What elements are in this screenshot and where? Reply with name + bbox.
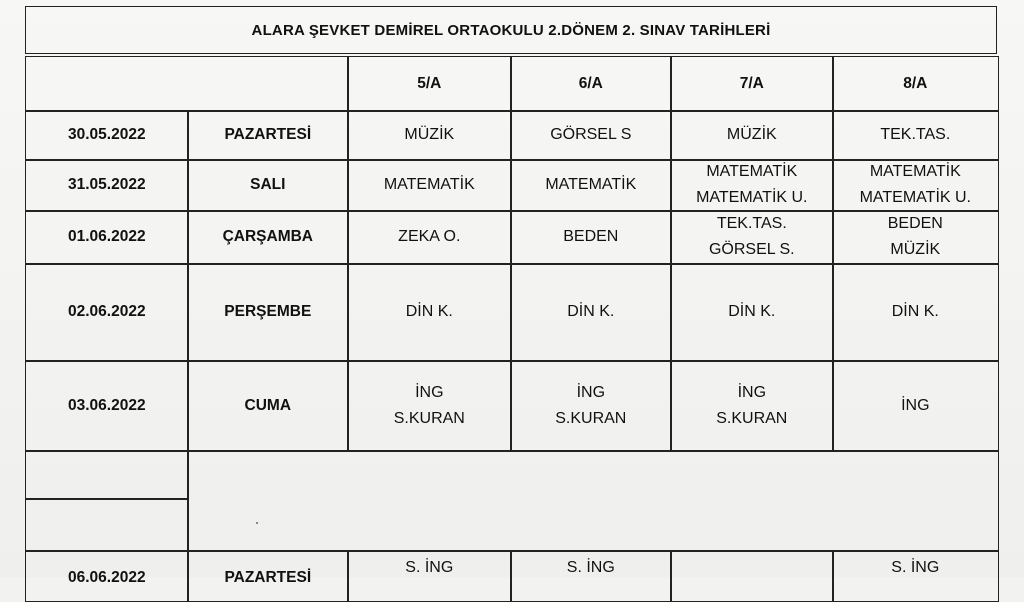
exam-cell-text: MATEMATİK: [706, 163, 798, 181]
exam-cell-text: S.KURAN: [393, 409, 465, 427]
header-class-3: [670, 56, 834, 112]
exam-cell: [670, 360, 834, 452]
empty-break-area: [187, 450, 999, 552]
exam-cell: [670, 159, 834, 212]
date-cell-text: 02.06.2022: [68, 303, 146, 321]
day-cell: [187, 210, 349, 265]
date-cell-text: 06.06.2022: [68, 569, 146, 586]
day-cell: [187, 110, 349, 161]
date-cell: [25, 263, 189, 362]
header-corner-cell: [25, 56, 349, 112]
exam-cell: [510, 210, 672, 265]
date-cell: [25, 360, 189, 452]
exam-cell: [347, 360, 512, 452]
exam-cell-text: S. İNG: [405, 559, 454, 576]
header-class-4: [832, 56, 999, 112]
exam-cell-text: S.KURAN: [555, 409, 627, 427]
empty-date-cell: [25, 498, 189, 552]
exam-cell-text: DİN K.: [405, 303, 453, 321]
exam-cell-text: MATEMATİK: [869, 163, 961, 181]
exam-cell: [832, 263, 999, 362]
exam-cell: [510, 159, 672, 212]
date-cell: [25, 210, 189, 265]
exam-cell: [670, 210, 834, 265]
exam-cell: [832, 210, 999, 265]
header-class-1-text: 5/A: [417, 74, 442, 92]
header-class-2-text: 6/A: [578, 74, 603, 92]
exam-cell-text: GÖRSEL S: [550, 126, 632, 144]
exam-cell: [832, 159, 999, 212]
day-cell: [187, 159, 349, 212]
schedule-title: ALARA ŞEVKET DEMİREL ORTAOKULU 2.DÖNEM 2. SINAV TARİHLERİ: [25, 6, 997, 54]
exam-cell-text: MÜZİK: [890, 241, 941, 259]
empty-date-cell: [25, 450, 189, 500]
day-cell-text: CUMA: [244, 396, 292, 414]
exam-cell: [347, 263, 512, 362]
exam-cell: [832, 360, 999, 452]
exam-cell-text: TEK.TAS.: [716, 215, 787, 233]
exam-cell-text: İNG: [415, 383, 444, 401]
day-cell: [187, 550, 349, 602]
exam-cell-text: İNG: [901, 396, 930, 414]
exam-cell: [347, 110, 512, 161]
exam-cell-text: S. İNG: [891, 559, 940, 576]
exam-cell-text: TEK.TAS.: [880, 126, 951, 144]
exam-cell: [510, 110, 672, 161]
date-cell: [25, 550, 189, 602]
date-cell-text: 01.06.2022: [68, 228, 146, 246]
day-cell: [187, 263, 349, 362]
exam-cell-text: S.KURAN: [716, 409, 788, 427]
exam-cell-text: BEDEN: [563, 228, 619, 246]
exam-cell-text: DİN K.: [728, 303, 776, 321]
exam-cell: [670, 110, 834, 161]
day-cell: [187, 360, 349, 452]
exam-cell: [347, 550, 512, 602]
exam-cell-text: MATEMATİK: [545, 176, 637, 194]
date-cell: [25, 159, 189, 212]
header-class-4-text: 8/A: [903, 74, 928, 92]
day-cell-text: SALI: [250, 176, 286, 194]
exam-cell-text: MATEMATİK U.: [696, 189, 808, 207]
date-cell-text: 03.06.2022: [68, 396, 146, 414]
exam-cell-text: MATEMATİK: [383, 176, 475, 194]
exam-cell-text: DİN K.: [891, 303, 939, 321]
exam-cell-text: BEDEN: [887, 215, 943, 233]
exam-cell-text: MÜZİK: [404, 126, 455, 144]
exam-cell: [832, 550, 999, 602]
exam-cell-text: DİN K.: [567, 303, 615, 321]
day-cell-text: PAZARTESİ: [224, 569, 312, 586]
exam-cell-text: İNG: [737, 383, 767, 401]
exam-cell: [510, 263, 672, 362]
exam-cell: [510, 550, 672, 602]
exam-cell: [670, 263, 834, 362]
exam-cell: [670, 550, 834, 602]
speck: [256, 522, 258, 524]
date-cell-text: 31.05.2022: [68, 176, 146, 194]
header-class-1: [347, 56, 512, 112]
header-class-3-text: 7/A: [739, 74, 764, 92]
exam-cell-text: İNG: [576, 383, 606, 401]
day-cell-text: PERŞEMBE: [224, 303, 312, 321]
date-cell-text: 30.05.2022: [68, 126, 146, 144]
exam-cell: [510, 360, 672, 452]
day-cell-text: PAZARTESİ: [224, 126, 312, 144]
exam-cell: [347, 159, 512, 212]
exam-cell-text: ZEKA O.: [398, 228, 461, 246]
header-class-2: [510, 56, 672, 112]
exam-cell-text: S. İNG: [566, 559, 615, 576]
date-cell: [25, 110, 189, 161]
exam-cell: [347, 210, 512, 265]
exam-cell-text: MATEMATİK U.: [859, 189, 971, 207]
exam-cell-text: MÜZİK: [726, 126, 777, 144]
exam-cell-text: GÖRSEL S.: [708, 241, 795, 259]
exam-cell: [832, 110, 999, 161]
day-cell-text: ÇARŞAMBA: [222, 228, 313, 246]
